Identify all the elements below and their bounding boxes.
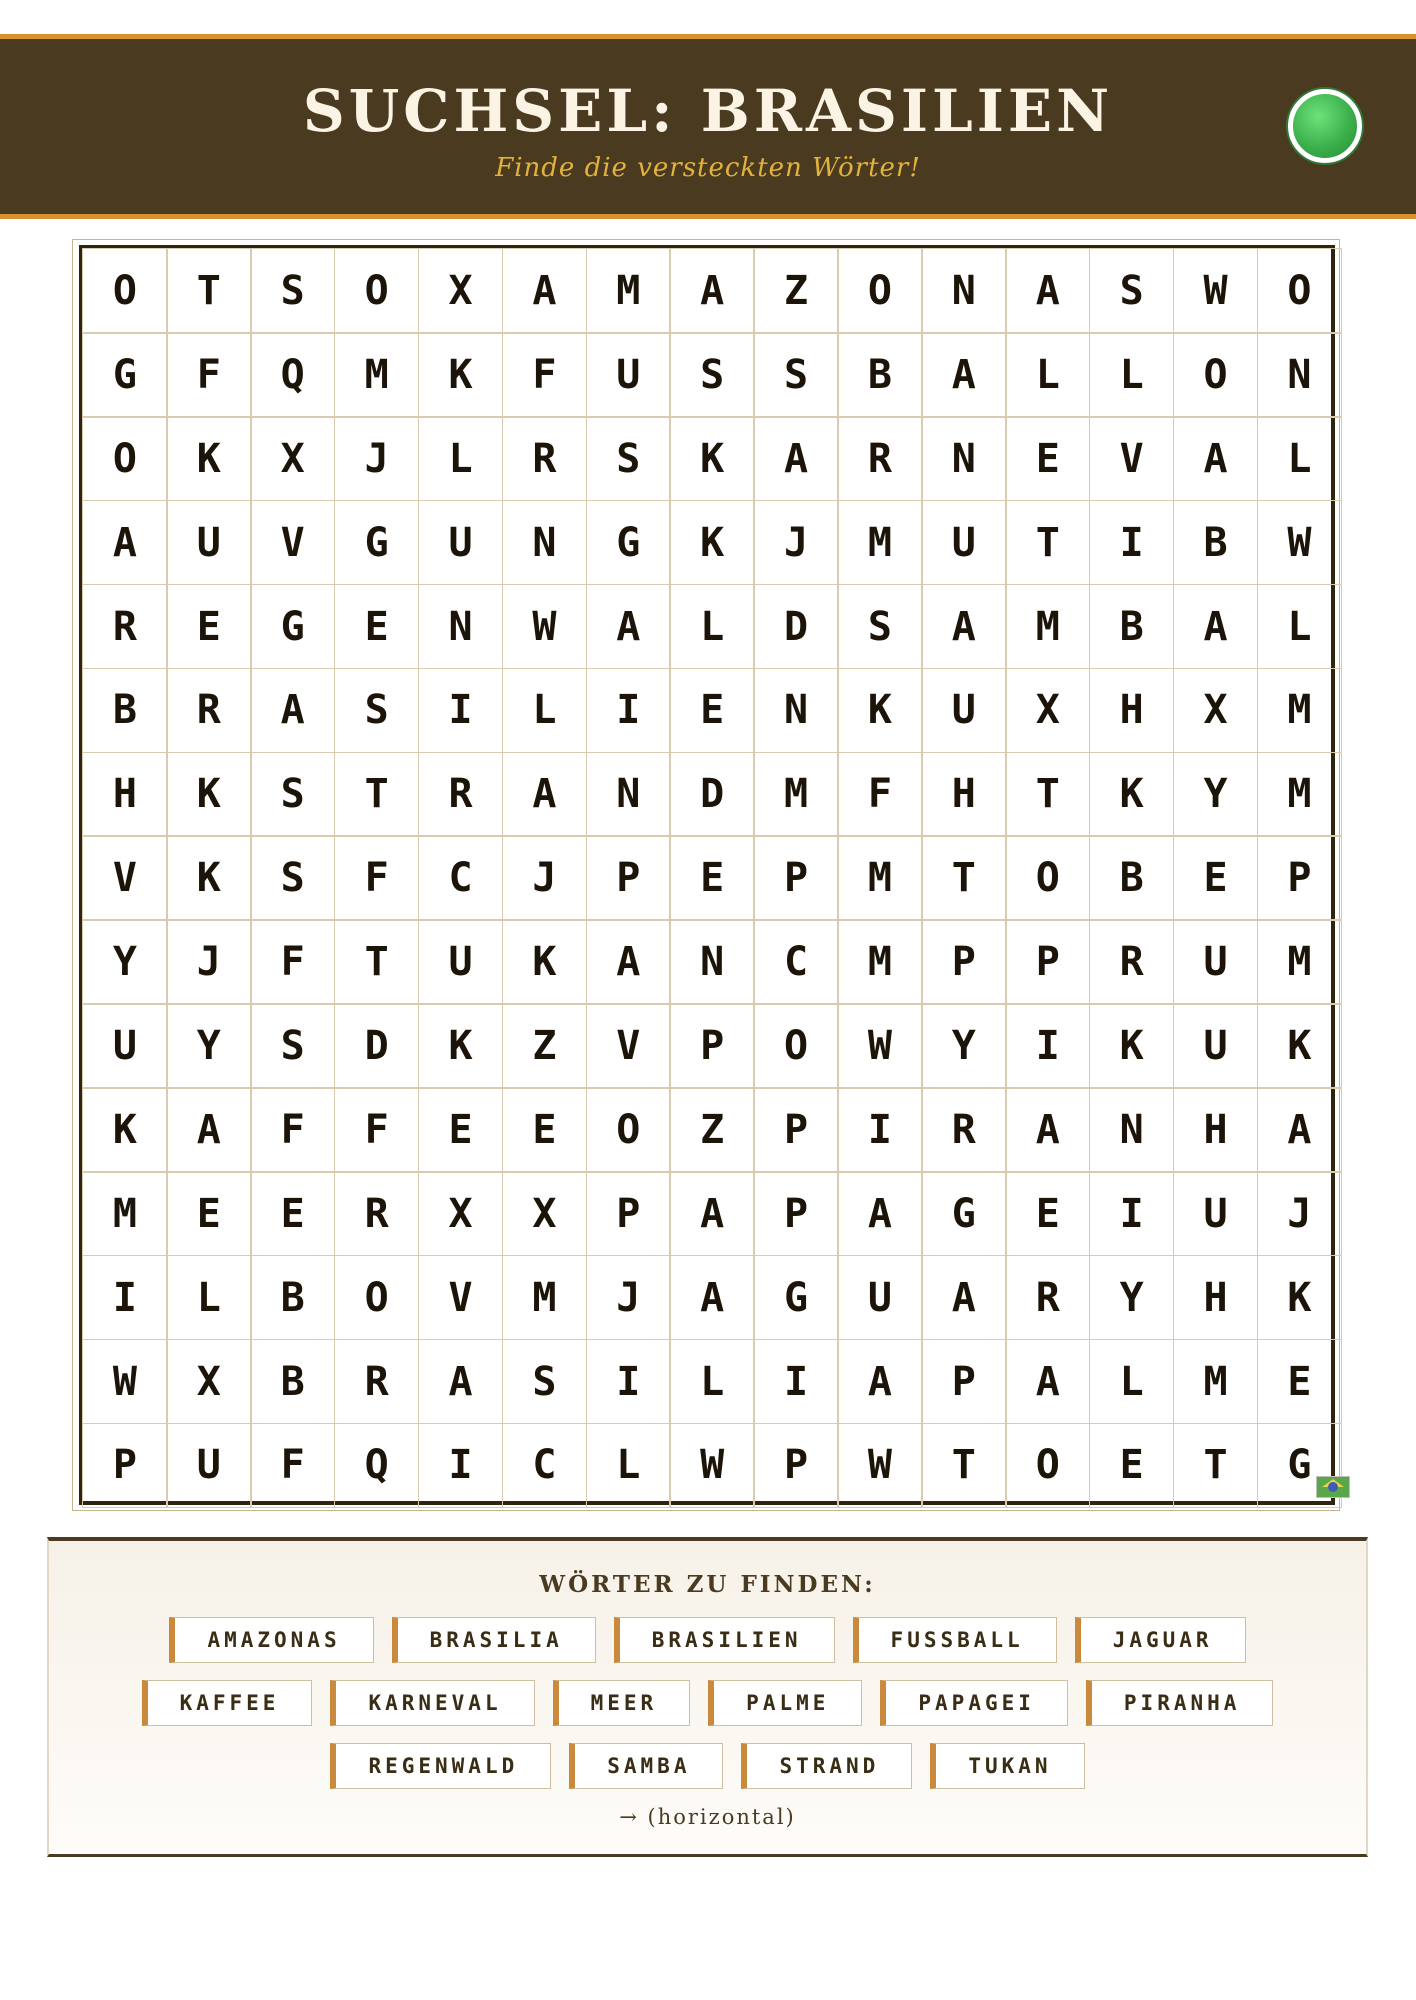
grid-cell[interactable]: J xyxy=(753,500,838,585)
grid-cell[interactable]: S xyxy=(334,668,419,753)
grid-cell[interactable]: S xyxy=(502,1339,587,1424)
grid-cell[interactable]: P xyxy=(586,835,671,920)
grid-cell[interactable]: U xyxy=(1173,1171,1258,1256)
grid-cell[interactable]: A xyxy=(669,248,754,333)
grid-cell[interactable]: W xyxy=(669,1423,754,1508)
grid-cell[interactable]: Q xyxy=(334,1423,419,1508)
grid-cell[interactable]: I xyxy=(586,1339,671,1424)
grid-cell[interactable]: Y xyxy=(82,919,167,1004)
grid-cell[interactable]: S xyxy=(250,752,335,837)
grid-cell[interactable]: H xyxy=(1173,1087,1258,1172)
grid-cell[interactable]: X xyxy=(502,1171,587,1256)
grid-cell[interactable]: A xyxy=(921,584,1006,669)
grid-cell[interactable]: X xyxy=(250,416,335,501)
grid-cell[interactable]: T xyxy=(1005,500,1090,585)
grid-cell[interactable]: K xyxy=(166,835,251,920)
grid-cell[interactable]: U xyxy=(586,332,671,417)
grid-cell[interactable]: N xyxy=(921,248,1006,333)
grid-cell[interactable]: L xyxy=(166,1255,251,1340)
grid-cell[interactable]: K xyxy=(1257,1003,1342,1088)
grid-cell[interactable]: O xyxy=(1173,332,1258,417)
grid-cell[interactable]: I xyxy=(418,1423,503,1508)
grid-cell[interactable]: T xyxy=(921,835,1006,920)
grid-cell[interactable]: A xyxy=(1257,1087,1342,1172)
grid-cell[interactable]: G xyxy=(586,500,671,585)
grid-cell[interactable]: M xyxy=(837,919,922,1004)
grid-cell[interactable]: N xyxy=(502,500,587,585)
grid-cell[interactable]: I xyxy=(586,668,671,753)
grid-cell[interactable]: R xyxy=(166,668,251,753)
word-chip: PIRANHA xyxy=(1086,1680,1274,1726)
grid-cell[interactable]: K xyxy=(1257,1255,1342,1340)
word-chip: MEER xyxy=(553,1680,691,1726)
grid-cell[interactable]: X xyxy=(166,1339,251,1424)
grid-cell[interactable]: G xyxy=(921,1171,1006,1256)
grid-cell[interactable]: A xyxy=(502,752,587,837)
grid-cell[interactable]: I xyxy=(1005,1003,1090,1088)
grid-cell[interactable]: O xyxy=(82,416,167,501)
grid-cell[interactable]: J xyxy=(1257,1171,1342,1256)
grid-cell[interactable]: B xyxy=(82,668,167,753)
grid-cell[interactable]: R xyxy=(1005,1255,1090,1340)
grid-cell[interactable]: N xyxy=(921,416,1006,501)
grid-cell[interactable]: O xyxy=(586,1087,671,1172)
word-chip: BRASILIA xyxy=(392,1617,596,1663)
grid-cell[interactable]: F xyxy=(837,752,922,837)
word-chip: JAGUAR xyxy=(1075,1617,1246,1663)
grid-cell[interactable]: N xyxy=(418,584,503,669)
grid-cell[interactable]: N xyxy=(1089,1087,1174,1172)
grid-cell[interactable]: K xyxy=(166,416,251,501)
grid-cell[interactable]: N xyxy=(586,752,671,837)
grid-cell[interactable]: N xyxy=(1257,332,1342,417)
grid-cell[interactable]: M xyxy=(1257,668,1342,753)
grid-cell[interactable]: O xyxy=(1257,248,1342,333)
grid-cell[interactable]: P xyxy=(921,1339,1006,1424)
grid-cell[interactable]: K xyxy=(1089,752,1174,837)
word-chip: SAMBA xyxy=(569,1743,723,1789)
grid-cell[interactable]: F xyxy=(502,332,587,417)
brazil-flag-icon xyxy=(1316,1476,1350,1498)
grid-cell[interactable]: A xyxy=(1005,1339,1090,1424)
grid-cell[interactable]: R xyxy=(502,416,587,501)
grid-cell[interactable]: Y xyxy=(921,1003,1006,1088)
grid-cell[interactable]: Z xyxy=(502,1003,587,1088)
grid-cell[interactable]: U xyxy=(1173,919,1258,1004)
grid-cell[interactable]: L xyxy=(669,584,754,669)
grid-cell[interactable]: N xyxy=(753,668,838,753)
grid-cell[interactable]: A xyxy=(669,1255,754,1340)
grid-cell[interactable]: G xyxy=(753,1255,838,1340)
grid-cell[interactable]: W xyxy=(502,584,587,669)
grid-cell[interactable]: E xyxy=(1005,1171,1090,1256)
grid-cell[interactable]: K xyxy=(669,416,754,501)
grid-cell[interactable]: G xyxy=(250,584,335,669)
grid-cell[interactable]: B xyxy=(250,1255,335,1340)
grid-cell[interactable]: L xyxy=(1089,332,1174,417)
word-chip: KARNEVAL xyxy=(330,1680,534,1726)
grid-cell[interactable]: T xyxy=(1173,1423,1258,1508)
grid-cell[interactable]: R xyxy=(1089,919,1174,1004)
grid-cell[interactable]: W xyxy=(1257,500,1342,585)
word-chip: FUSSBALL xyxy=(853,1617,1057,1663)
grid-cell[interactable]: U xyxy=(166,1423,251,1508)
grid-cell[interactable]: Y xyxy=(166,1003,251,1088)
grid-cell[interactable]: X xyxy=(418,248,503,333)
grid-cell[interactable]: P xyxy=(669,1003,754,1088)
grid-cell[interactable]: O xyxy=(1005,835,1090,920)
grid-cell[interactable]: A xyxy=(837,1171,922,1256)
grid-cell[interactable]: O xyxy=(753,1003,838,1088)
grid-cell[interactable]: T xyxy=(334,752,419,837)
word-row-2 xyxy=(49,1680,1366,1726)
grid-cell[interactable]: P xyxy=(753,1171,838,1256)
grid-cell[interactable]: F xyxy=(166,332,251,417)
grid-cell[interactable]: J xyxy=(334,416,419,501)
grid-cell[interactable]: A xyxy=(418,1339,503,1424)
grid-cell[interactable]: E xyxy=(1089,1423,1174,1508)
word-chip: STRAND xyxy=(741,1743,912,1789)
grid-cell[interactable]: Z xyxy=(669,1087,754,1172)
grid-cell[interactable]: L xyxy=(586,1423,671,1508)
grid-cell[interactable]: I xyxy=(418,668,503,753)
grid-cell[interactable]: U xyxy=(837,1255,922,1340)
word-chip: PAPAGEI xyxy=(880,1680,1068,1726)
grid-cell[interactable]: V xyxy=(1089,416,1174,501)
word-row-3 xyxy=(49,1743,1366,1789)
grid-cell[interactable]: W xyxy=(1173,248,1258,333)
grid-cell[interactable]: L xyxy=(1257,416,1342,501)
grid-cell[interactable]: U xyxy=(418,919,503,1004)
grid-cell[interactable]: W xyxy=(837,1003,922,1088)
grid-cell[interactable]: F xyxy=(334,835,419,920)
grid-cell[interactable]: R xyxy=(334,1171,419,1256)
grid-cell[interactable]: S xyxy=(250,248,335,333)
grid-cell[interactable]: A xyxy=(166,1087,251,1172)
grid-cell[interactable]: K xyxy=(418,332,503,417)
grid-cell[interactable]: U xyxy=(921,668,1006,753)
grid-cell[interactable]: U xyxy=(921,500,1006,585)
grid-cell[interactable]: O xyxy=(334,1255,419,1340)
grid-cell[interactable]: M xyxy=(1173,1339,1258,1424)
grid-cell[interactable]: E xyxy=(1173,835,1258,920)
grid-cell[interactable]: J xyxy=(166,919,251,1004)
grid-cell[interactable]: S xyxy=(669,332,754,417)
grid-cell[interactable]: K xyxy=(837,668,922,753)
grid-cell[interactable]: E xyxy=(334,584,419,669)
grid-cell[interactable]: C xyxy=(753,919,838,1004)
grid-cell[interactable]: K xyxy=(82,1087,167,1172)
grid-cell[interactable]: A xyxy=(1005,248,1090,333)
grid-cell[interactable]: R xyxy=(334,1339,419,1424)
grid-cell[interactable]: A xyxy=(921,332,1006,417)
grid-cell[interactable]: G xyxy=(82,332,167,417)
grid-cell[interactable]: A xyxy=(502,248,587,333)
grid-cell[interactable]: T xyxy=(1005,752,1090,837)
grid-cell[interactable]: P xyxy=(753,1423,838,1508)
grid-cell[interactable]: L xyxy=(1257,584,1342,669)
grid-cell[interactable]: W xyxy=(82,1339,167,1424)
grid-cell[interactable]: U xyxy=(166,500,251,585)
grid-cell[interactable]: R xyxy=(82,584,167,669)
grid-cell[interactable]: R xyxy=(921,1087,1006,1172)
grid-cell[interactable]: P xyxy=(921,919,1006,1004)
grid-cell[interactable]: A xyxy=(669,1171,754,1256)
grid-cell[interactable]: M xyxy=(1257,752,1342,837)
grid-cell[interactable]: A xyxy=(753,416,838,501)
grid-cell[interactable]: S xyxy=(250,1003,335,1088)
grid-cell[interactable]: F xyxy=(334,1087,419,1172)
grid-cell[interactable]: C xyxy=(418,835,503,920)
grid-cell[interactable]: E xyxy=(166,584,251,669)
grid-cell[interactable]: I xyxy=(82,1255,167,1340)
grid-cell[interactable]: B xyxy=(250,1339,335,1424)
grid-cell[interactable]: S xyxy=(837,584,922,669)
page-header xyxy=(0,39,1416,219)
grid-cell[interactable]: S xyxy=(586,416,671,501)
grid-cell[interactable]: Z xyxy=(753,248,838,333)
grid-cell[interactable]: H xyxy=(1089,668,1174,753)
word-chip: REGENWALD xyxy=(330,1743,551,1789)
grid-cell[interactable]: W xyxy=(837,1423,922,1508)
grid-cell[interactable]: F xyxy=(250,1423,335,1508)
grid-cell[interactable]: T xyxy=(334,919,419,1004)
grid-cell[interactable]: V xyxy=(586,1003,671,1088)
grid-cell[interactable]: Y xyxy=(1089,1255,1174,1340)
grid-cell[interactable]: V xyxy=(250,500,335,585)
grid-cell[interactable]: G xyxy=(1257,1423,1342,1508)
grid-cell[interactable]: A xyxy=(1173,416,1258,501)
grid-cell[interactable]: A xyxy=(82,500,167,585)
grid-cell[interactable]: L xyxy=(669,1339,754,1424)
grid-cell[interactable]: E xyxy=(166,1171,251,1256)
grid-cell[interactable]: U xyxy=(82,1003,167,1088)
grid-cell[interactable]: O xyxy=(334,248,419,333)
grid-cell[interactable]: E xyxy=(250,1171,335,1256)
grid-cell[interactable]: R xyxy=(418,752,503,837)
grid-cell[interactable]: B xyxy=(1173,500,1258,585)
grid-cell[interactable]: L xyxy=(502,668,587,753)
grid-cell[interactable]: D xyxy=(334,1003,419,1088)
grid-cell[interactable]: E xyxy=(1257,1339,1342,1424)
grid-cell[interactable]: E xyxy=(1005,416,1090,501)
grid-cell[interactable]: A xyxy=(1173,584,1258,669)
grid-cell[interactable]: V xyxy=(82,835,167,920)
grid-cell[interactable]: K xyxy=(502,919,587,1004)
grid-cell[interactable]: S xyxy=(250,835,335,920)
grid-cell[interactable]: B xyxy=(1089,584,1174,669)
green-status-icon xyxy=(1288,89,1362,163)
grid-cell[interactable]: P xyxy=(1005,919,1090,1004)
grid-cell[interactable]: O xyxy=(837,248,922,333)
grid-cell[interactable]: R xyxy=(837,416,922,501)
grid-cell[interactable]: S xyxy=(753,332,838,417)
grid-cell[interactable]: E xyxy=(669,835,754,920)
grid-cell[interactable]: P xyxy=(586,1171,671,1256)
grid-cell[interactable]: M xyxy=(1257,919,1342,1004)
word-row-1 xyxy=(49,1617,1366,1663)
grid-cell[interactable]: L xyxy=(1089,1339,1174,1424)
word-chip: AMAZONAS xyxy=(169,1617,373,1663)
word-list-heading: WÖRTER ZU FINDEN: xyxy=(539,1571,876,1598)
grid-cell[interactable]: L xyxy=(418,416,503,501)
word-list-panel xyxy=(47,1537,1368,1857)
grid-cell[interactable]: O xyxy=(1005,1423,1090,1508)
grid-cell[interactable]: K xyxy=(1089,1003,1174,1088)
grid-cell[interactable]: E xyxy=(418,1087,503,1172)
grid-cell[interactable]: F xyxy=(250,1087,335,1172)
grid-cell[interactable]: M xyxy=(837,835,922,920)
word-chip: KAFFEE xyxy=(142,1680,313,1726)
grid-cell[interactable]: T xyxy=(166,248,251,333)
word-chip: PALME xyxy=(708,1680,862,1726)
grid-cell[interactable]: A xyxy=(837,1339,922,1424)
grid-cell[interactable]: Q xyxy=(250,332,335,417)
grid-cell[interactable]: H xyxy=(1173,1255,1258,1340)
grid-cell[interactable]: K xyxy=(166,752,251,837)
grid-cell[interactable]: P xyxy=(82,1423,167,1508)
grid-cell[interactable]: D xyxy=(753,584,838,669)
grid-cell[interactable]: M xyxy=(753,752,838,837)
grid-cell[interactable]: E xyxy=(669,668,754,753)
grid-cell[interactable]: P xyxy=(1257,835,1342,920)
grid-cell[interactable]: O xyxy=(82,248,167,333)
grid-cell[interactable]: S xyxy=(1089,248,1174,333)
grid-cell[interactable]: X xyxy=(1173,668,1258,753)
grid-cell[interactable]: M xyxy=(502,1255,587,1340)
grid-cell[interactable]: X xyxy=(1005,668,1090,753)
grid-cell[interactable]: D xyxy=(669,752,754,837)
grid-cell[interactable]: A xyxy=(921,1255,1006,1340)
word-chip: TUKAN xyxy=(930,1743,1084,1789)
grid-cell[interactable]: G xyxy=(334,500,419,585)
grid-cell[interactable]: K xyxy=(669,500,754,585)
grid-cell[interactable]: A xyxy=(586,919,671,1004)
grid-cell[interactable]: I xyxy=(1089,500,1174,585)
grid-cell[interactable]: F xyxy=(250,919,335,1004)
grid-cell[interactable]: P xyxy=(753,835,838,920)
grid-cell[interactable]: K xyxy=(418,1003,503,1088)
grid-cell[interactable]: X xyxy=(418,1171,503,1256)
grid-cell[interactable]: V xyxy=(418,1255,503,1340)
grid-cell[interactable]: I xyxy=(753,1339,838,1424)
grid-cell[interactable]: B xyxy=(837,332,922,417)
grid-cell[interactable]: J xyxy=(502,835,587,920)
grid-cell[interactable]: A xyxy=(586,584,671,669)
page-subtitle: Finde die versteckten Wörter! xyxy=(495,153,921,183)
grid-cell[interactable]: A xyxy=(1005,1087,1090,1172)
word-chip: BRASILIEN xyxy=(614,1617,835,1663)
grid-cell[interactable]: I xyxy=(837,1087,922,1172)
grid-cell[interactable]: N xyxy=(669,919,754,1004)
grid-cell[interactable]: A xyxy=(250,668,335,753)
grid-cell[interactable]: U xyxy=(1173,1003,1258,1088)
grid-cell[interactable]: M xyxy=(1005,584,1090,669)
grid-cell[interactable]: P xyxy=(753,1087,838,1172)
grid-cell[interactable]: M xyxy=(837,500,922,585)
grid-cell[interactable]: H xyxy=(82,752,167,837)
grid-cell[interactable]: T xyxy=(921,1423,1006,1508)
grid-cell[interactable]: I xyxy=(1089,1171,1174,1256)
grid-cell[interactable]: M xyxy=(586,248,671,333)
grid-cell[interactable]: B xyxy=(1089,835,1174,920)
grid-cell[interactable]: H xyxy=(921,752,1006,837)
grid-cell[interactable]: M xyxy=(82,1171,167,1256)
page-title: SUCHSEL: BRASILIEN xyxy=(302,77,1114,145)
letter-grid xyxy=(83,249,1341,1507)
grid-cell[interactable]: J xyxy=(586,1255,671,1340)
grid-cell[interactable]: U xyxy=(418,500,503,585)
grid-cell[interactable]: E xyxy=(502,1087,587,1172)
grid-cell[interactable]: L xyxy=(1005,332,1090,417)
direction-hint: → (horizontal) xyxy=(619,1805,796,1829)
grid-cell[interactable]: C xyxy=(502,1423,587,1508)
grid-cell[interactable]: Y xyxy=(1173,752,1258,837)
grid-cell[interactable]: M xyxy=(334,332,419,417)
